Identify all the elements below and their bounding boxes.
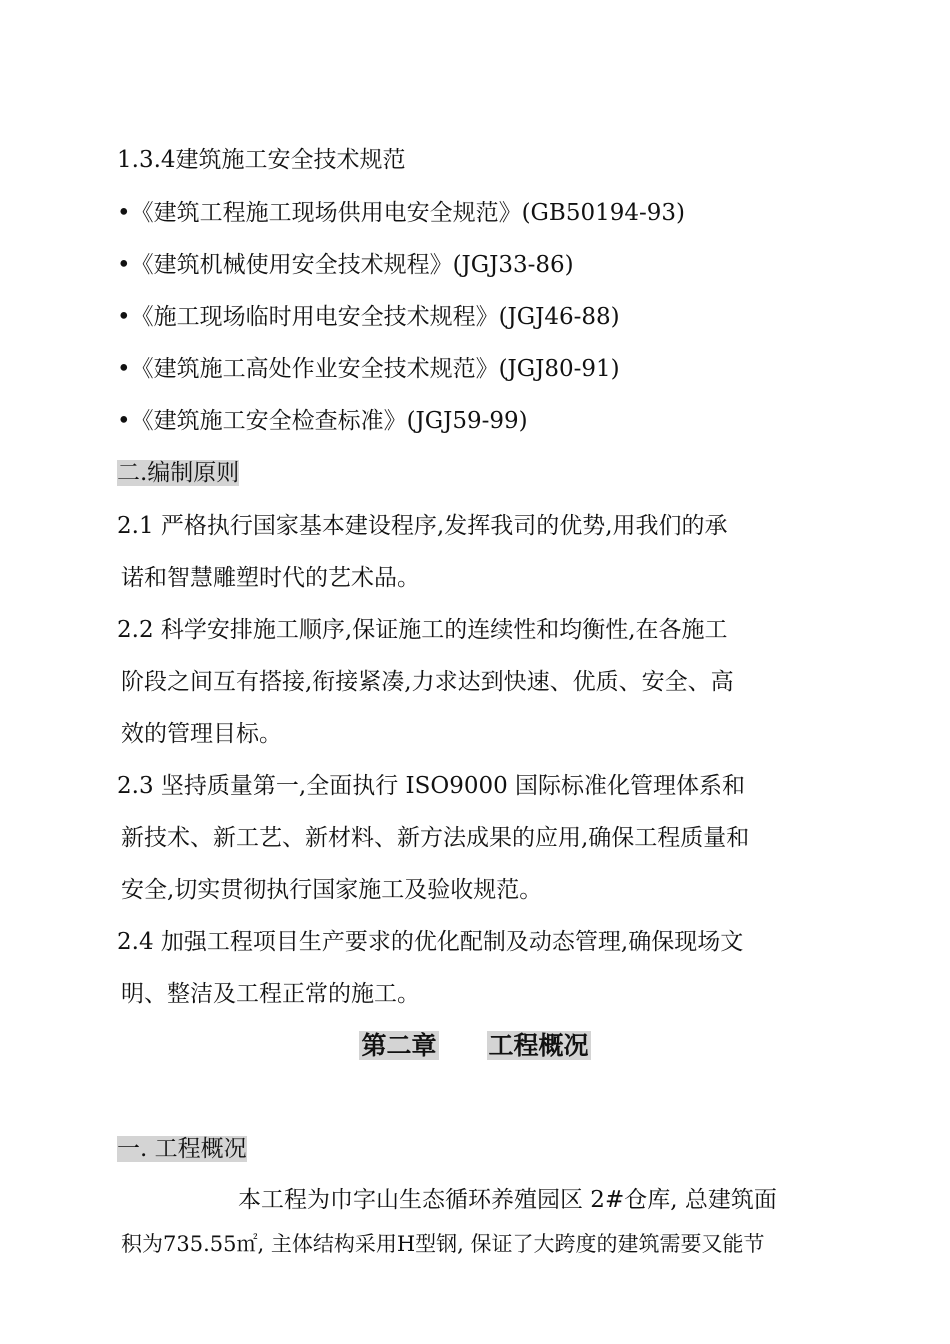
paragraph-line: 阶段之间互有搭接,衔接紧凑,力求达到快速、优质、安全、高 (121, 669, 734, 695)
chapter-number: 第二章 (361, 1031, 437, 1060)
section-heading-principles (117, 458, 239, 488)
paragraph-line: 效的管理目标。 (121, 721, 282, 747)
paragraph-line: 明、整洁及工程正常的施工。 (121, 981, 420, 1007)
paragraph-line: 2.1 严格执行国家基本建设程序,发挥我司的优势,用我们的承 (117, 513, 728, 539)
highlighted-heading-text: 一. 工程概况 (117, 1136, 247, 1162)
paragraph-line: 2.4 加强工程项目生产要求的优化配制及动态管理,确保现场文 (117, 929, 744, 955)
paragraph-line: 本工程为巾字山生态循环养殖园区 2#仓库, 总建筑面 (238, 1187, 777, 1213)
standard-item: •《建筑机械使用安全技术规程》(JGJ33-86) (117, 252, 574, 278)
paragraph-line: 安全,切实贯彻执行国家施工及验收规范。 (121, 877, 543, 903)
paragraph-line: 积为735.55㎡, 主体结构采用H型钢, 保证了大跨度的建筑需要又能节 (121, 1232, 765, 1256)
standard-item: •《建筑工程施工现场供用电安全规范》(GB50194-93) (117, 200, 685, 226)
paragraph-line: 新技术、新工艺、新材料、新方法成果的应用,确保工程质量和 (121, 825, 750, 851)
paragraph-line: 2.3 坚持质量第一,全面执行 ISO9000 国际标准化管理体系和 (117, 773, 746, 799)
paragraph-line: 2.2 科学安排施工顺序,保证施工的连续性和均衡性,在各施工 (117, 617, 728, 643)
standard-item: •《建筑施工安全检查标准》(JGJ59-99) (117, 408, 528, 434)
paragraph-line: 诺和智慧雕塑时代的艺术品。 (121, 565, 420, 591)
section-heading-overview (117, 1134, 247, 1164)
chapter-title (0, 1030, 950, 1062)
highlighted-heading-text: 二.编制原则 (117, 460, 240, 486)
standard-item: •《施工现场临时用电安全技术规程》(JGJ46-88) (117, 304, 620, 330)
chapter-name: 工程概况 (488, 1031, 589, 1060)
standard-item: •《建筑施工高处作业安全技术规范》(JGJ80-91) (117, 356, 620, 382)
section-heading-1-3-4: 1.3.4建筑施工安全技术规范 (117, 147, 406, 173)
